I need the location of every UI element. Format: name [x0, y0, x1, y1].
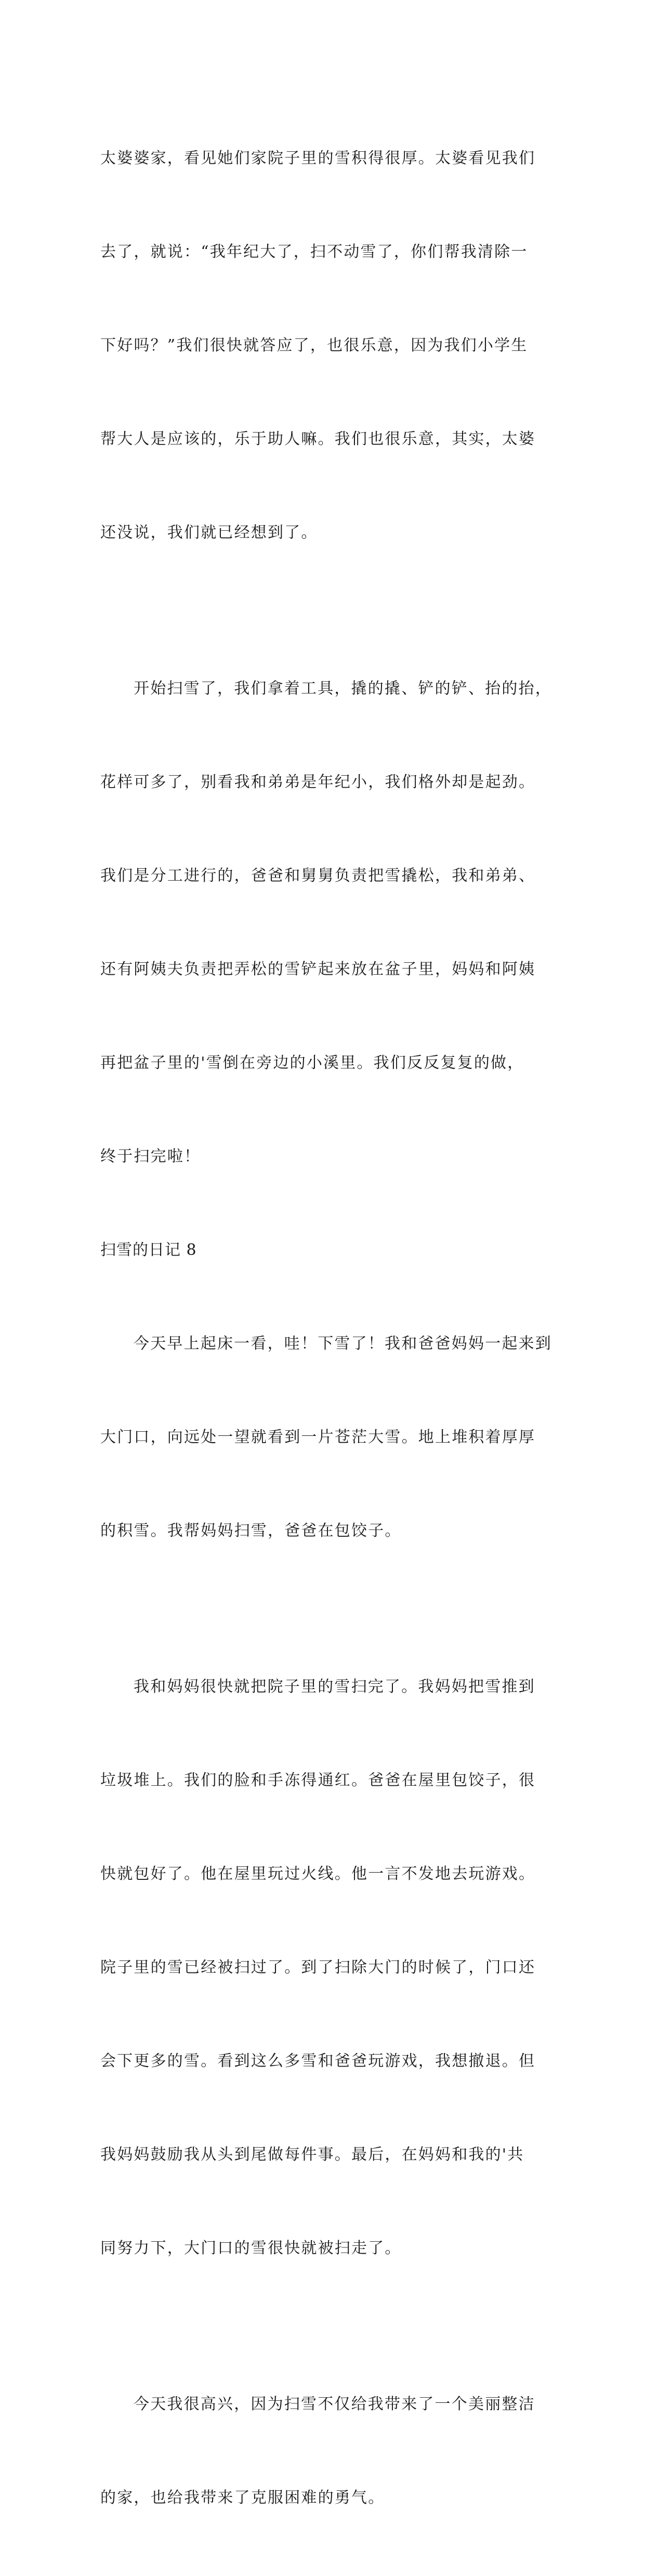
document-body — [100, 81, 558, 2576]
text-line: 的积雪。我帮妈妈扫雪，爸爸在包饺子。 — [100, 1522, 402, 1540]
text-line: 太婆婆家，看见她们家院子里的雪积得很厚。太婆看见我们 — [100, 149, 536, 167]
text-line: 会下更多的雪。看到这么多雪和爸爸玩游戏，我想撤退。但 — [100, 2052, 536, 2070]
text-line: 我们是分工进行的，爸爸和舅舅负责把雪撬松，我和弟弟、 — [100, 867, 536, 885]
text-line: 我妈妈鼓励我从头到尾做每件事。最后，在妈妈和我的'共 — [100, 2146, 524, 2164]
paragraph-continued — [100, 81, 558, 611]
text-line: 院子里的雪已经被扫过了。到了扫除大门的时候了，门口还 — [100, 1958, 536, 1977]
text-line: 再把盆子里的'雪倒在旁边的小溪里。我们反反复复的做， — [100, 1054, 524, 1072]
text-line: 同努力下，大门口的雪很快就被扫走了。 — [100, 2239, 402, 2257]
text-line: 快就包好了。他在屋里玩过火线。他一言不发地去玩游戏。 — [100, 1865, 536, 1883]
paragraph-sweeping — [100, 611, 558, 1235]
text-line: 今天早上起床一看，哇！下雪了！我和爸爸妈妈一起来到 — [134, 1335, 552, 1353]
text-line: 去了，就说：“我年纪大了，扫不动雪了，你们帮我清除一 — [100, 243, 528, 261]
text-line: 还没说，我们就已经想到了。 — [100, 524, 318, 542]
text-line: 花样可多了，别看我和弟弟是年纪小，我们格外却是起劲。 — [100, 773, 536, 791]
paragraph-conclusion — [100, 2326, 558, 2576]
text-line: 垃圾堆上。我们的脸和手冻得通红。爸爸在屋里包饺子，很 — [100, 1771, 536, 1789]
text-line: 终于扫完啦！ — [100, 1147, 201, 1166]
text-line: 大门口，向远处一望就看到一片苍茫大雪。地上堆积着厚厚 — [100, 1428, 536, 1446]
paragraph-yard — [100, 1609, 558, 2326]
paragraph-morning — [100, 1266, 558, 1609]
text-line: 的家，也给我带来了克服困难的勇气。 — [100, 2489, 385, 2507]
text-line: 下好吗？”我们很快就答应了，也很乐意，因为我们小学生 — [100, 336, 528, 355]
text-line: 还有阿姨夫负责把弄松的雪铲起来放在盆子里，妈妈和阿姨 — [100, 960, 536, 978]
text-line: 帮大人是应该的，乐于助人嘛。我们也很乐意，其实，太婆 — [100, 430, 536, 448]
text-line: 开始扫雪了，我们拿着工具，撬的撬、铲的铲、抬的抬， — [134, 679, 552, 698]
text-line: 今天我很高兴，因为扫雪不仅给我带来了一个美丽整洁 — [134, 2395, 535, 2413]
text-line: 我和妈妈很快就把院子里的雪扫完了。我妈妈把雪推到 — [134, 1678, 535, 1696]
section-title: 扫雪的日记 8 — [100, 1241, 197, 1259]
